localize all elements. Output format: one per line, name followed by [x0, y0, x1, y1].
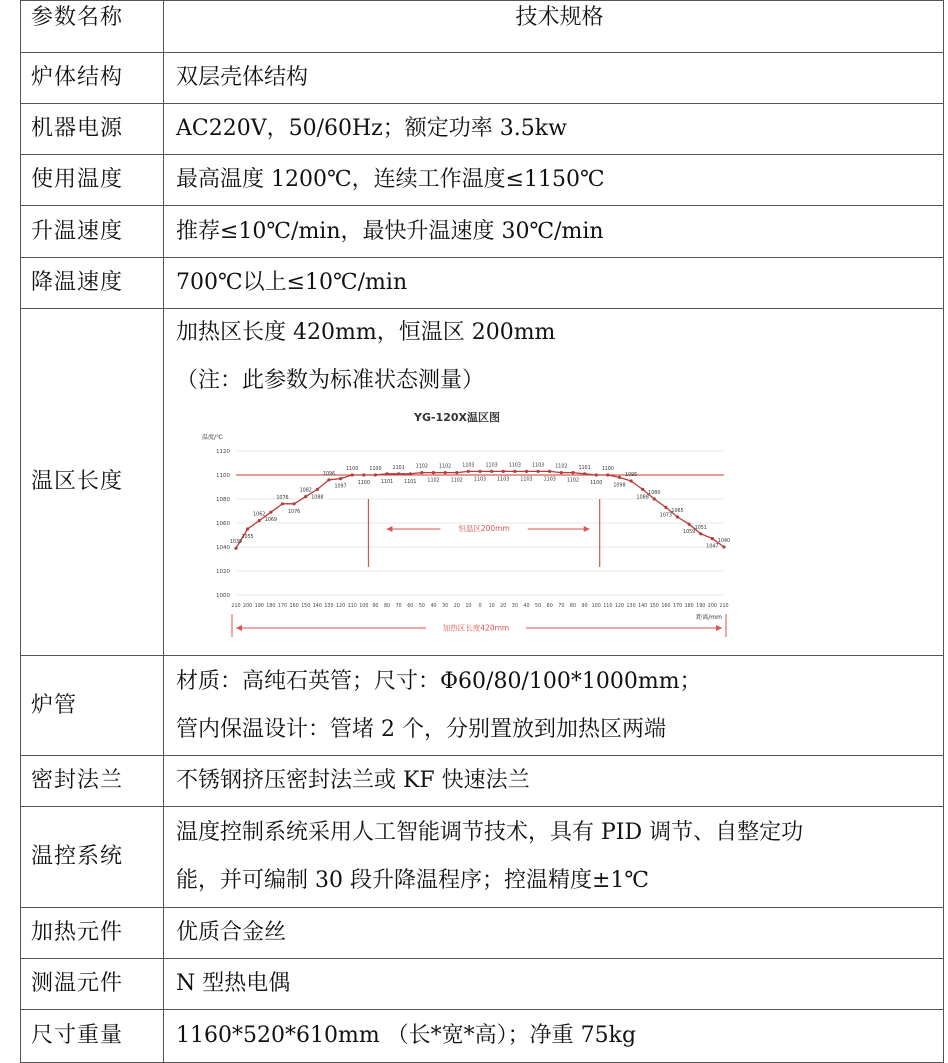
- data-point: [490, 470, 493, 473]
- x-tick-label: 10: [488, 604, 495, 609]
- param-name-cell: [21, 959, 164, 1010]
- param-value-line: 加热区长度 420mm，恒温区 200mm: [176, 320, 556, 345]
- data-label: 1103: [473, 477, 487, 483]
- data-point: [234, 547, 237, 550]
- data-point: [525, 470, 528, 473]
- param-value-cell: [164, 53, 944, 104]
- table-row: [21, 756, 944, 807]
- param-value-line: 700℃以上≤10℃/min: [176, 270, 408, 295]
- x-tick-label: 80: [569, 604, 577, 609]
- param-name-cell: [21, 1, 164, 53]
- x-tick-label: 130: [324, 604, 334, 609]
- y-tick-label: 1020: [216, 569, 230, 575]
- param-name: 尺寸重量: [31, 1023, 124, 1048]
- param-value-line: N 型热电偶: [176, 971, 291, 996]
- data-point: [699, 532, 702, 535]
- chart-title: YG-120X温区图: [413, 411, 501, 424]
- x-tick-label: 30: [511, 604, 518, 609]
- x-tick-label: 130: [626, 604, 636, 609]
- data-point: [653, 497, 656, 500]
- data-label: 1101: [578, 465, 591, 471]
- table-row: [21, 1, 944, 53]
- data-point: [711, 537, 714, 540]
- data-point: [676, 515, 679, 518]
- param-value-cell: [164, 908, 944, 959]
- data-point: [606, 473, 609, 476]
- x-tick-label: 210: [231, 604, 241, 609]
- param-value-cell: [164, 959, 944, 1010]
- data-point: [478, 470, 481, 473]
- x-tick-label: 190: [696, 604, 706, 609]
- x-tick-label: 100: [359, 604, 369, 609]
- data-label: 1102: [450, 478, 463, 484]
- constant-zone-label: 恒温区200mm: [458, 524, 510, 533]
- table-row: [21, 1010, 944, 1063]
- data-point: [618, 476, 621, 479]
- param-name: 炉管: [31, 692, 78, 718]
- data-label: 1098: [613, 483, 626, 489]
- y-tick-label: 1060: [216, 521, 230, 527]
- param-name: 升温速度: [31, 218, 124, 244]
- data-point: [513, 470, 516, 473]
- x-tick-label: 210: [719, 604, 729, 609]
- table-row: [21, 807, 944, 908]
- data-label: 1097: [334, 484, 347, 490]
- x-tick-label: 120: [614, 604, 625, 609]
- param-value-cell: [164, 807, 944, 908]
- data-label: 1100: [369, 467, 382, 472]
- data-label: 1102: [439, 464, 452, 470]
- param-value-line: 温度控制系统采用人工智能调节技术，具有 PID 调节、自整定功: [176, 820, 804, 845]
- table-row: [21, 206, 944, 258]
- data-label: 1047: [706, 544, 719, 550]
- x-tick-label: 40: [430, 604, 437, 609]
- data-point: [467, 470, 470, 473]
- x-tick-label: 150: [301, 604, 311, 609]
- data-label: 1102: [427, 478, 440, 484]
- table-row: [21, 656, 944, 756]
- data-point: [304, 495, 307, 498]
- data-point: [664, 506, 667, 509]
- data-label: 1062: [253, 512, 266, 518]
- x-tick-label: 140: [638, 604, 648, 609]
- data-label: 1040: [717, 539, 731, 544]
- x-tick-label: 60: [407, 604, 414, 609]
- param-name-cell: [21, 656, 164, 756]
- x-tick-label: 70: [558, 604, 565, 609]
- header-value-label: 技术规格: [515, 5, 604, 30]
- data-label: 1103: [497, 477, 510, 483]
- table-row: [21, 53, 944, 104]
- param-value-line: 材质：高纯石英管；尺寸：Φ60/80/100*1000mm；: [176, 668, 702, 694]
- table-row: [21, 959, 944, 1010]
- x-tick-label: 20: [453, 604, 460, 609]
- data-label: 1103: [508, 463, 521, 469]
- y-tick-label: 1000: [216, 593, 230, 599]
- data-point: [722, 545, 725, 548]
- param-value-cell: [164, 756, 944, 807]
- param-value-line: 最高温度 1200℃，连续工作温度≤1150℃: [176, 167, 605, 192]
- x-tick-label: 40: [523, 604, 530, 609]
- data-label: 1102: [555, 464, 568, 470]
- param-name: 降温速度: [31, 270, 124, 295]
- data-point: [339, 477, 342, 480]
- data-point: [316, 488, 319, 491]
- data-label: 1059: [683, 530, 696, 536]
- data-label: 1103: [462, 463, 475, 469]
- x-tick-label: 60: [546, 604, 553, 609]
- data-point: [444, 471, 447, 474]
- data-point: [362, 473, 365, 476]
- data-point: [385, 472, 388, 475]
- x-tick-label: 110: [603, 604, 613, 609]
- table-row: [21, 258, 944, 309]
- data-point: [629, 479, 632, 482]
- x-tick-label: 170: [277, 604, 288, 609]
- param-name-cell: [21, 206, 164, 258]
- x-tick-label: 70: [395, 604, 402, 609]
- data-label: 1080: [648, 491, 661, 496]
- data-point: [536, 470, 539, 473]
- param-value-cell: [164, 656, 944, 756]
- param-name: 参数名称: [31, 5, 124, 30]
- constant-zone-arrowhead-left: [386, 526, 392, 532]
- x-tick-label: 200: [243, 604, 253, 609]
- heating-zone-arrowhead-right: [716, 625, 722, 631]
- heating-zone-label: 加热区长度420mm: [442, 623, 510, 633]
- data-point: [409, 472, 412, 475]
- param-value-cell: [164, 258, 944, 309]
- data-point: [351, 473, 354, 476]
- data-label: 1100: [357, 481, 370, 486]
- param-name: 温控系统: [31, 844, 124, 869]
- param-name-cell: [21, 53, 164, 104]
- data-label: 1095: [624, 473, 638, 478]
- param-value-line: 管内保温设计：管堵 2 个，分别置放到加热区两端: [176, 716, 666, 742]
- param-name-cell: [21, 756, 164, 807]
- data-point: [281, 502, 284, 505]
- data-label: 1076: [287, 509, 301, 515]
- data-point: [420, 471, 423, 474]
- x-tick-label: 20: [500, 604, 507, 609]
- data-label: 1039: [229, 540, 243, 546]
- param-name: 使用温度: [31, 167, 124, 192]
- x-tick-label: 90: [581, 604, 588, 609]
- data-point: [397, 472, 400, 475]
- data-label: 1103: [485, 463, 498, 469]
- x-tick-label: 110: [347, 604, 357, 609]
- data-point: [292, 502, 295, 505]
- param-value-line: 能，并可编制 30 段升降温程序；控温精度±1℃: [176, 868, 650, 893]
- data-label: 1082: [299, 488, 312, 494]
- data-label: 1102: [415, 464, 429, 470]
- y-tick-label: 1040: [216, 545, 230, 551]
- param-value-cell: [164, 309, 944, 656]
- x-tick-label: 100: [591, 604, 601, 609]
- data-point: [327, 478, 330, 481]
- y-axis-label: 温度/℃: [202, 434, 223, 441]
- param-name: 加热元件: [31, 920, 124, 945]
- x-tick-label: 80: [383, 604, 391, 609]
- param-value-line: 双层壳体结构: [176, 65, 309, 90]
- data-label: 1076: [276, 495, 289, 501]
- param-name-cell: [21, 807, 164, 908]
- table-row: [21, 908, 944, 959]
- y-tick-label: 1120: [216, 449, 230, 455]
- x-tick-label: 160: [289, 604, 299, 609]
- param-value-cell: [164, 104, 944, 155]
- param-name: 测温元件: [31, 971, 124, 996]
- data-label: 1101: [392, 465, 405, 471]
- data-point: [583, 472, 586, 475]
- param-name-cell: [21, 104, 164, 155]
- data-label: 1051: [694, 525, 707, 531]
- x-tick-label: 170: [672, 604, 683, 609]
- param-value-line: 不锈钢挤压密封法兰或 KF 快速法兰: [176, 768, 530, 793]
- x-tick-label: 50: [418, 604, 425, 609]
- x-tick-label: 150: [649, 604, 659, 609]
- x-tick-label: 50: [535, 604, 542, 609]
- data-label: 1088: [636, 495, 649, 501]
- param-value-cell: [164, 1, 944, 53]
- x-axis-label: 距离/mm: [696, 614, 722, 621]
- data-point: [502, 470, 505, 473]
- data-label: 1101: [404, 479, 417, 485]
- heating-zone-arrowhead-left: [236, 625, 242, 631]
- data-point: [269, 511, 272, 514]
- data-label: 1069: [264, 518, 277, 524]
- param-name: 机器电源: [31, 116, 124, 141]
- param-name-cell: [21, 1010, 164, 1063]
- data-label: 1073: [659, 513, 673, 519]
- x-tick-label: 0: [478, 604, 482, 609]
- param-name-cell: [21, 908, 164, 959]
- data-label: 1103: [520, 477, 533, 483]
- param-name: 温区长度: [31, 469, 124, 494]
- param-name-cell: [21, 309, 164, 656]
- param-value-cell: [164, 1010, 944, 1063]
- x-tick-label: 180: [266, 604, 276, 609]
- x-tick-label: 160: [661, 604, 671, 609]
- data-label: 1088: [311, 495, 324, 501]
- data-label: 1102: [566, 478, 580, 484]
- data-point: [455, 471, 458, 474]
- data-point: [258, 519, 261, 522]
- data-label: 1101: [380, 479, 394, 485]
- data-point: [548, 470, 551, 473]
- table-row: [21, 155, 944, 206]
- x-tick-label: 10: [465, 604, 472, 609]
- data-label: 1103: [531, 463, 545, 469]
- param-value-cell: [164, 155, 944, 206]
- y-tick-label: 1100: [216, 473, 230, 479]
- y-tick-label: 1080: [216, 497, 230, 503]
- param-name: 炉体结构: [31, 65, 124, 90]
- param-value-line: （注：此参数为标准状态测量）: [176, 368, 485, 393]
- data-label: 1100: [590, 481, 603, 486]
- constant-zone-arrowhead-right: [584, 526, 590, 532]
- x-tick-label: 30: [442, 604, 449, 609]
- data-label: 1065: [671, 509, 684, 514]
- param-value-line: AC220V，50/60Hz；额定功率 3.5kw: [176, 116, 567, 141]
- x-tick-label: 180: [684, 604, 694, 609]
- table-row: [21, 309, 944, 656]
- param-value-cell: [164, 206, 944, 258]
- data-label: 1096: [322, 471, 336, 477]
- data-label: 1103: [543, 477, 556, 483]
- data-label: 1055: [241, 535, 254, 540]
- data-point: [246, 527, 249, 530]
- data-label: 1100: [346, 467, 359, 472]
- series-line: [236, 471, 724, 548]
- x-tick-label: 120: [335, 604, 346, 609]
- param-value-line: 1160*520*610mm （长*宽*高）；净重 75kg: [176, 1023, 637, 1048]
- data-point: [595, 473, 598, 476]
- x-tick-label: 90: [372, 604, 379, 609]
- data-point: [641, 488, 644, 491]
- data-point: [432, 471, 435, 474]
- table-row: [21, 104, 944, 155]
- x-tick-label: 200: [707, 604, 717, 609]
- data-point: [560, 471, 563, 474]
- param-value-line: 推荐≤10℃/min，最快升温速度 30℃/min: [176, 218, 604, 244]
- data-label: 1100: [601, 467, 614, 472]
- x-tick-label: 190: [254, 604, 264, 609]
- spec-table: [20, 0, 944, 1063]
- param-name-cell: [21, 155, 164, 206]
- data-point: [688, 523, 691, 526]
- param-value-line: 优质合金丝: [176, 920, 287, 945]
- data-point: [571, 471, 574, 474]
- x-tick-label: 140: [312, 604, 322, 609]
- data-point: [374, 473, 377, 476]
- param-name-cell: [21, 258, 164, 309]
- temperature-zone-chart: [176, 405, 943, 655]
- param-name: 密封法兰: [31, 768, 124, 793]
